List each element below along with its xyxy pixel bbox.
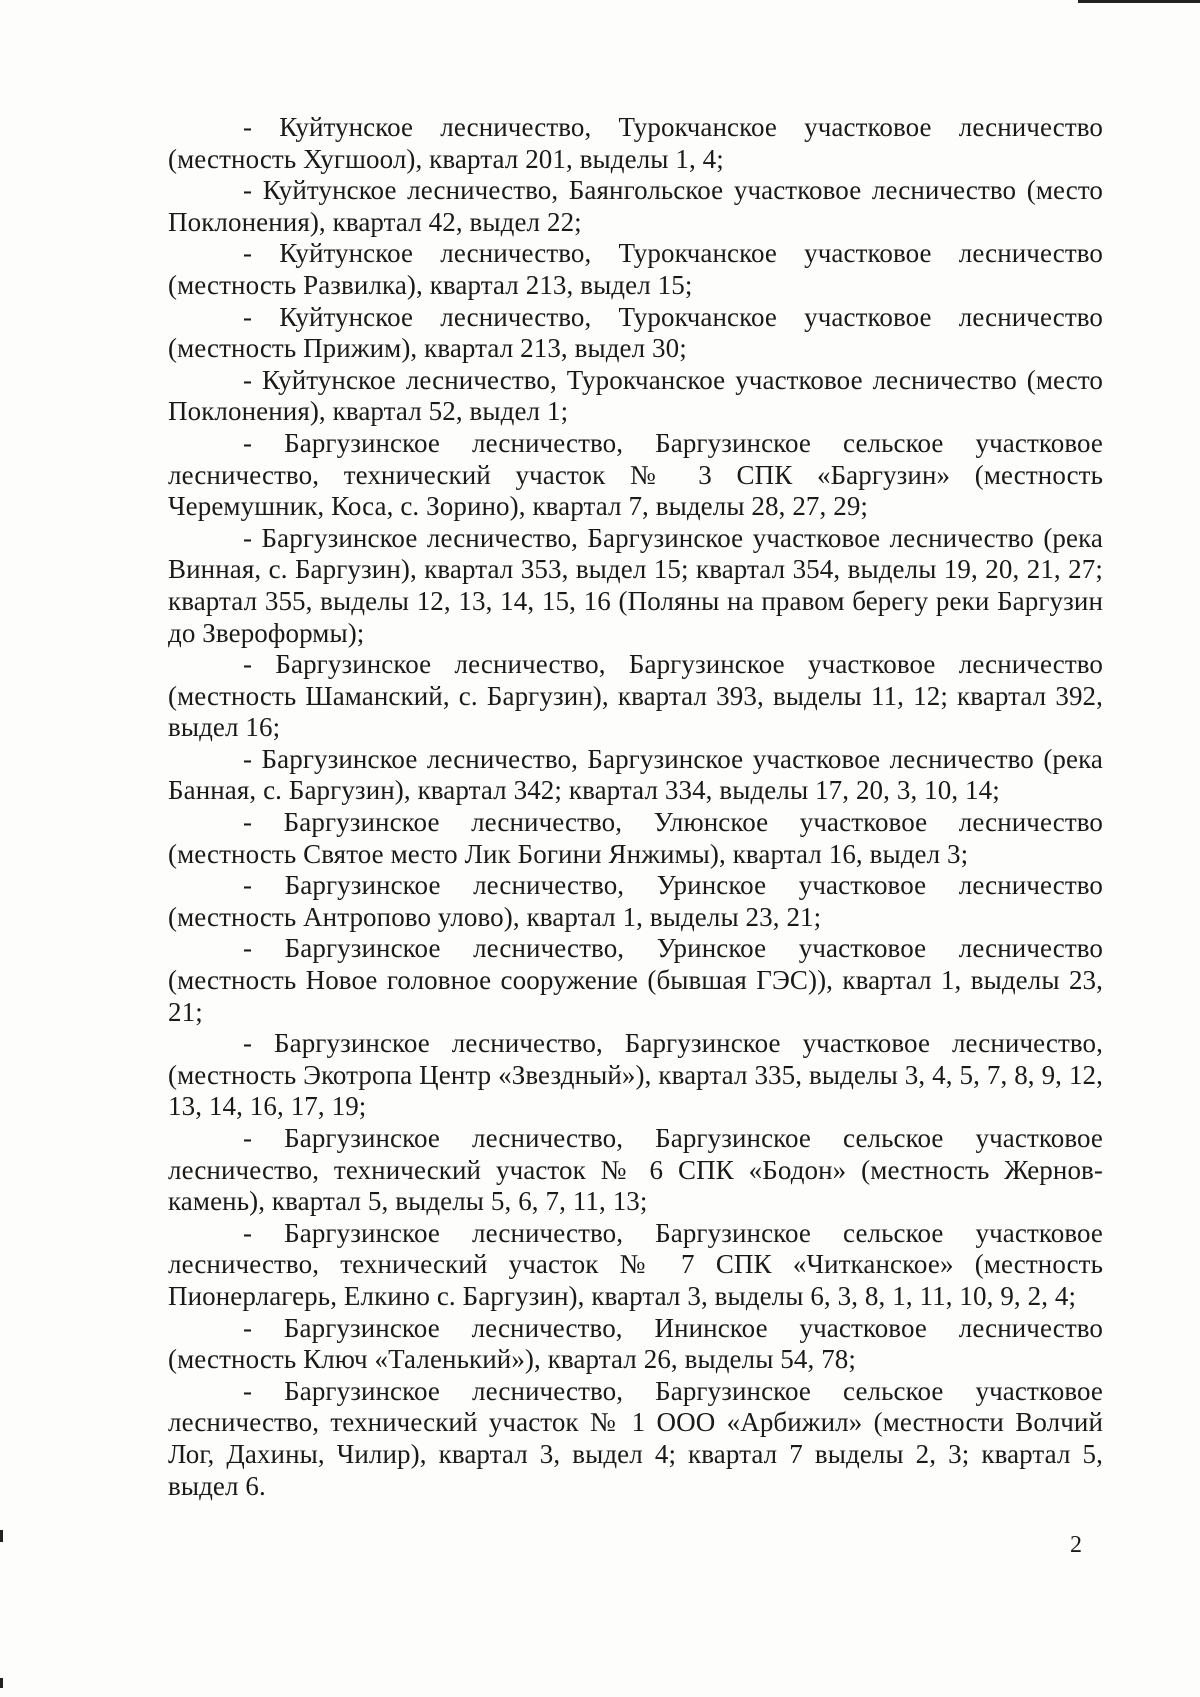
list-item: - Баргузинское лесничество, Баргузинское сельское участковое лесничество, технический участок № 1 ООО «Арбижил» (местности Волчий Лог, Дахины, Чилир), квартал 3, выдел 4; квартал 7 выделы 2, 3; квартал 5, выдел 6. [168,1375,1103,1501]
list-item: - Баргузинское лесничество, Баргузинское сельское участковое лесничество, технический участок № 3 СПК «Баргузин» (местность Черемушник, Коса, с. Зорино), квартал 7, выделы 28, 27, 29; [168,427,1103,522]
list-item: - Баргузинское лесничество, Баргузинское участковое лесничество (река Банная, с. Баргузин), квартал 342; квартал 334, выделы 17, 20, 3, 10, 14; [168,743,1103,806]
list-item: - Баргузинское лесничество, Баргузинское участковое лесничество (река Винная, с. Баргузин), квартал 353, выдел 15; квартал 354, выделы 19, 20, 21, 27; квартал 355, выделы 12, 13, 14, 15, 16 (Поляны на правом берегу реки Баргузин до Звероформы); [168,522,1103,648]
list-item: - Баргузинское лесничество, Баргузинское сельское участковое лесничество, технический участок № 6 СПК «Бодон» (местность Жернов-камень), квартал 5, выделы 5, 6, 7, 11, 13; [168,1123,1103,1217]
scan-edge-mark [0,1530,3,1542]
list-item: - Баргузинское лесничество, Баргузинское участковое лесничество, (местность Экотропа Центр «Звездный»), квартал 335, выделы 3, 4, 5, 7, 8, 9, 12, 13, 14, 16, 17, 19; [168,1028,1103,1122]
list-item: - Баргузинское лесничество, Уринское участковое лесничество (местность Антропово улово), квартал 1, выделы 23, 21; [168,870,1103,932]
list-item: - Куйтунское лесничество, Турокчанское участковое лесничество (местность Хугшоол), квартал 201, выделы 1, 4; [168,112,1103,174]
list-item: - Баргузинское лесничество, Ининское участковое лесничество (местность Ключ «Таленький»), квартал 26, выделы 54, 78; [168,1312,1103,1375]
list-item: - Баргузинское лесничество, Баргузинское участковое лесничество (местность Шаманский, с. Баргузин), квартал 393, выделы 11, 12; квартал 392, выдел 16; [168,649,1103,743]
page-number: 2 [1070,1532,1082,1558]
list-item: - Баргузинское лесничество, Улюнское участковое лесничество (местность Святое место Лик Богини Янжимы), квартал 16, выдел 3; [168,807,1103,869]
list-item: - Куйтунское лесничество, Турокчанское участковое лесничество (местность Прижим), квартал 213, выдел 30; [168,301,1103,364]
list-item: - Баргузинское лесничество, Баргузинское сельское участковое лесничество, технический участок № 7 СПК «Читканское» (местность Пионерлагерь, Елкино с. Баргузин), квартал 3, выделы 6, 3, 8, 1, 11, 10, 9, 2, 4; [168,1217,1103,1311]
document-body [168,112,1103,1502]
scan-edge-mark [0,1678,3,1688]
list-item: - Куйтунское лесничество, Турокчанское участковое лесничество (местность Развилка), квартал 213, выдел 15; [168,238,1103,300]
scan-top-rule [1078,0,1200,3]
list-item: - Куйтунское лесничество, Турокчанское участковое лесничество (место Поклонения), квартал 52, выдел 1; [168,364,1103,427]
list-item: - Куйтунское лесничество, Баянгольское участковое лесничество (место Поклонения), квартал 42, выдел 22; [168,175,1103,237]
list-item: - Баргузинское лесничество, Уринское участковое лесничество (местность Новое головное сооружение (бывшая ГЭС)), квартал 1, выделы 23, 21; [168,933,1103,1027]
